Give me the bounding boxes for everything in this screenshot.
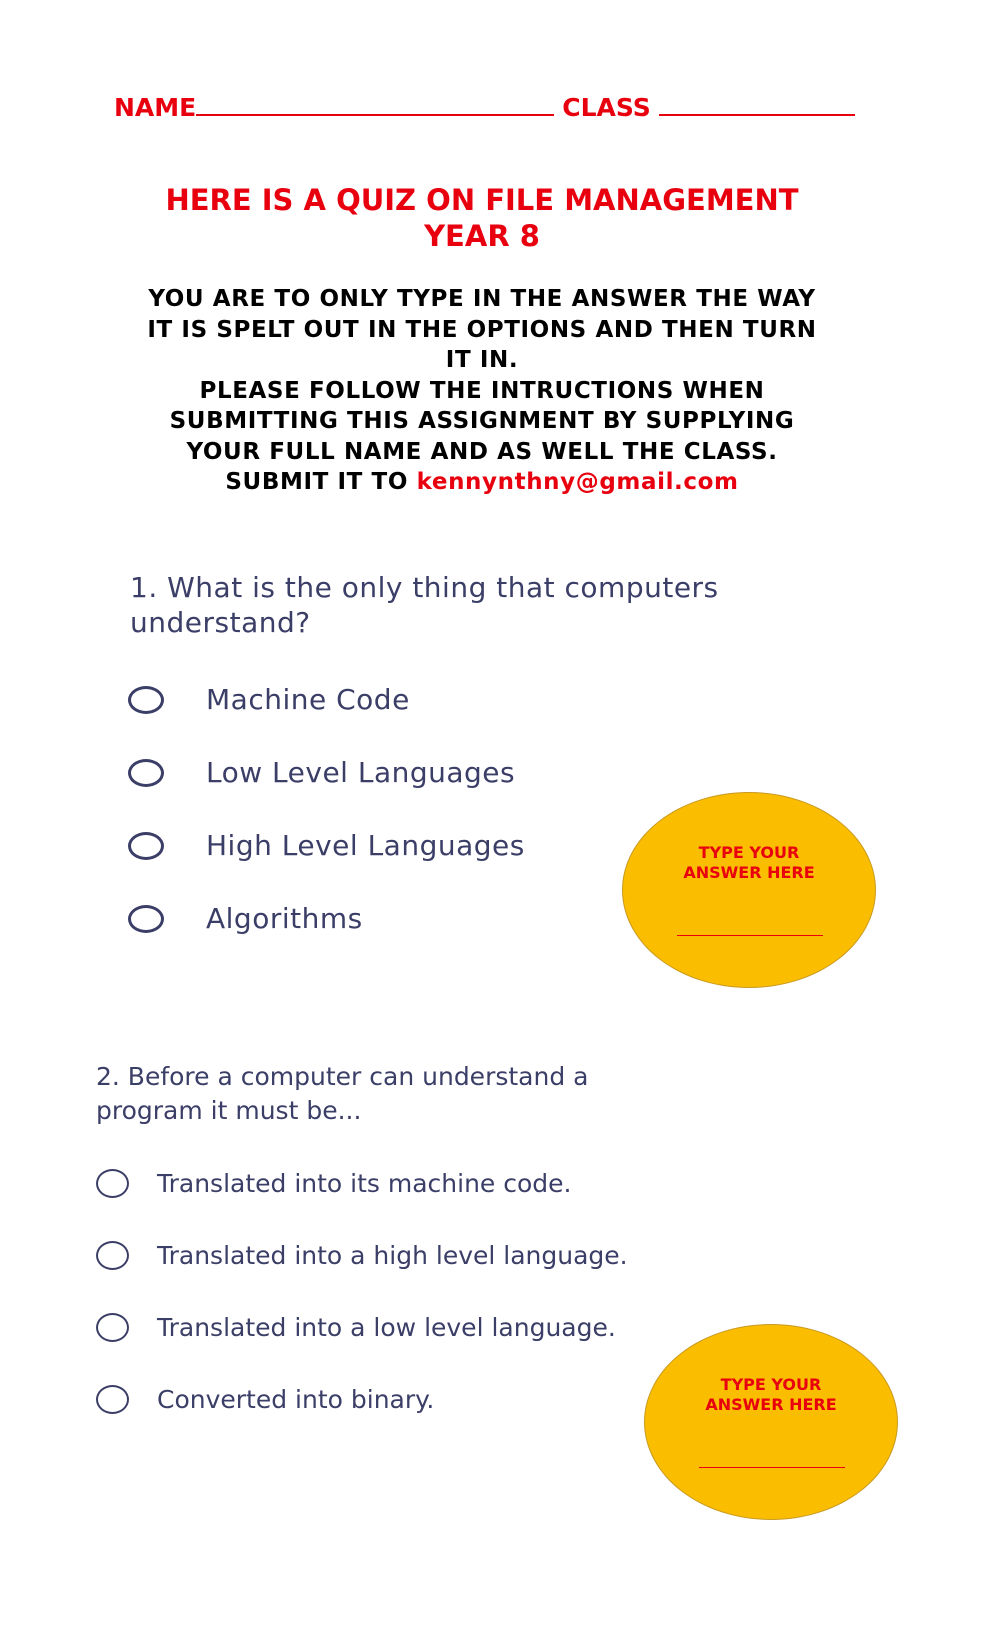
q2-option-2[interactable] (96, 1241, 628, 1270)
q1-option-1[interactable] (128, 683, 410, 716)
q2-option-1[interactable] (96, 1169, 572, 1198)
answer-box-label-line2: ANSWER HERE (683, 863, 815, 882)
radio-button-icon[interactable] (96, 1385, 129, 1414)
radio-button-icon[interactable] (128, 905, 164, 933)
answer-box-label-line1: TYPE YOUR (698, 843, 800, 862)
question-1-line1: 1. What is the only thing that computers (130, 571, 719, 604)
name-class-header (114, 92, 855, 122)
submit-prefix: SUBMIT IT TO (225, 469, 408, 495)
answer-box-2[interactable] (644, 1324, 898, 1520)
instructions-line1: YOU ARE TO ONLY TYPE IN THE ANSWER THE WAY (148, 286, 816, 312)
option-label: Translated into a high level language. (157, 1241, 628, 1270)
radio-button-icon[interactable] (96, 1169, 129, 1198)
name-label: NAME (114, 93, 197, 122)
instructions-line2: IT IS SPELT OUT IN THE OPTIONS AND THEN TURN (147, 316, 817, 343)
answer-blank-line[interactable] (699, 1467, 845, 1468)
q2-option-3[interactable] (96, 1313, 616, 1342)
option-label: Converted into binary. (157, 1385, 435, 1414)
radio-button-icon[interactable] (128, 686, 164, 714)
question-1 (130, 570, 830, 640)
instructions-line5: SUBMITTING THIS ASSIGNMENT BY SUPPLYING (169, 408, 795, 434)
quiz-title-line2: YEAR 8 (424, 219, 540, 253)
option-label: Algorithms (206, 902, 363, 935)
radio-button-icon[interactable] (96, 1241, 129, 1270)
answer-box-label-line1: TYPE YOUR (720, 1375, 822, 1394)
radio-button-icon[interactable] (96, 1313, 129, 1342)
q2-option-4[interactable] (96, 1385, 434, 1414)
q1-option-2[interactable] (128, 756, 515, 789)
radio-button-icon[interactable] (128, 759, 164, 787)
q1-option-4[interactable] (128, 902, 363, 935)
question-2-line2: program it must be... (96, 1096, 362, 1125)
option-label: Translated into its machine code. (157, 1169, 572, 1198)
answer-box-label-line2: ANSWER HERE (705, 1395, 837, 1414)
quiz-title (0, 182, 964, 254)
answer-box-label (623, 843, 875, 883)
instructions (110, 284, 854, 498)
class-label: CLASS (562, 93, 651, 122)
class-blank-line[interactable] (659, 92, 855, 116)
option-label: Machine Code (206, 683, 410, 716)
q1-option-3[interactable] (128, 829, 525, 862)
answer-blank-line[interactable] (677, 935, 823, 936)
instructions-line3: IT IN. (445, 347, 519, 373)
answer-box-label (645, 1375, 897, 1415)
option-label: Low Level Languages (206, 756, 516, 789)
submit-line (110, 467, 854, 498)
email-address: kennynthny@gmail.com (416, 469, 739, 495)
option-label: High Level Languages (206, 829, 525, 862)
question-2-line1: 2. Before a computer can understand a (96, 1062, 589, 1091)
name-blank-line[interactable] (196, 92, 554, 116)
radio-button-icon[interactable] (128, 832, 164, 860)
question-2 (96, 1060, 656, 1128)
option-label: Translated into a low level language. (157, 1313, 616, 1342)
quiz-title-line1: HERE IS A QUIZ ON FILE MANAGEMENT (165, 183, 799, 217)
instructions-line4: PLEASE FOLLOW THE INTRUCTIONS WHEN (199, 377, 765, 404)
answer-box-1[interactable] (622, 792, 876, 988)
question-1-line2: understand? (130, 606, 311, 639)
instructions-line6: YOUR FULL NAME AND AS WELL THE CLASS. (186, 438, 778, 465)
